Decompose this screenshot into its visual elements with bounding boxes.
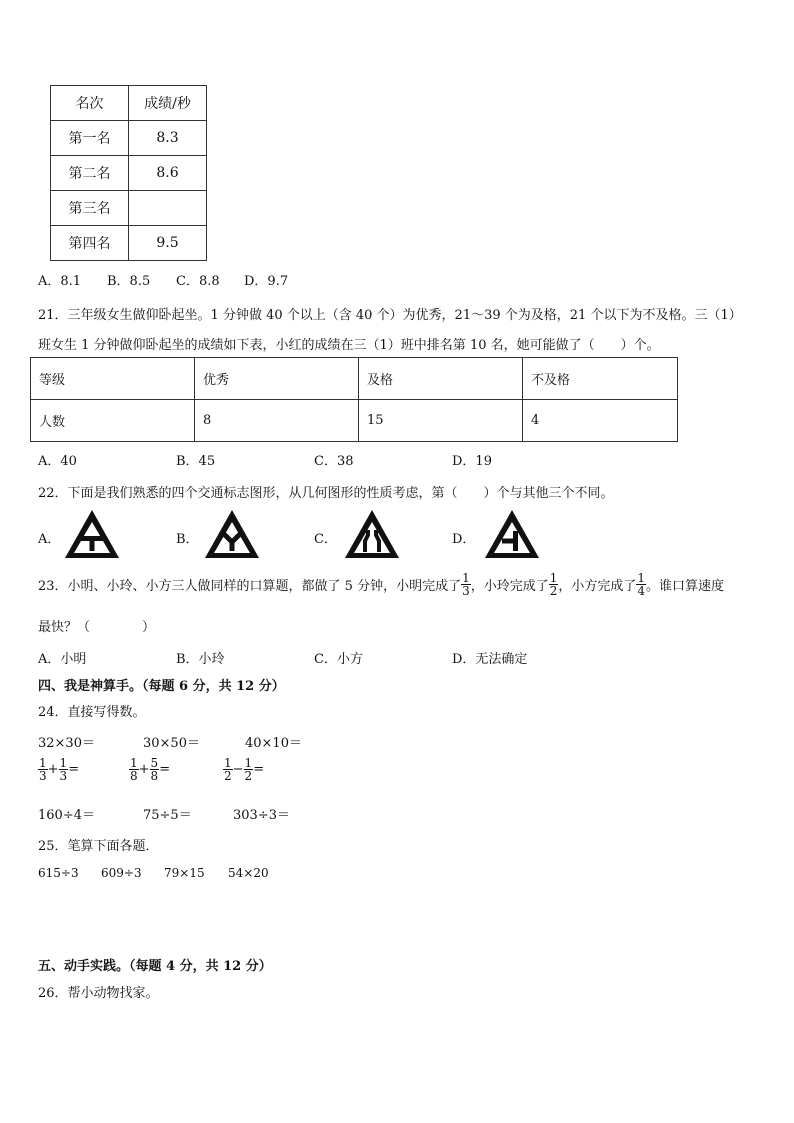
table-cell: 第一名 (51, 121, 129, 156)
table-row (51, 191, 207, 226)
fraction-denominator: 3 (39, 769, 47, 783)
fraction-denominator: 3 (462, 584, 470, 598)
table-header: 名次 (51, 86, 129, 121)
q24-r1-item3: 40×10＝ (245, 736, 302, 751)
table-cell: 第二名 (51, 156, 129, 191)
q20-option-a: A．8.1 (38, 274, 82, 289)
table-cell: 人数 (31, 400, 195, 442)
table-row (51, 156, 207, 191)
section-four-title: 四、我是神算手。（每题 6 分，共 12 分） (38, 679, 285, 694)
fraction-numerator: 5 (150, 756, 159, 770)
q23-text-part4: 。谁口算速度 (646, 579, 725, 594)
operator: + (138, 762, 150, 777)
table-cell: 8.3 (129, 121, 207, 156)
q25-item4: 54×20 (228, 866, 269, 880)
equals-sign: = (253, 762, 265, 777)
q23-option-c: C．小方 (314, 652, 363, 667)
table-header: 不及格 (523, 358, 678, 400)
q25-text: 25．笔算下面各题． (38, 839, 159, 854)
fraction-denominator: 8 (150, 769, 159, 783)
q23-option-a: A．小明 (38, 652, 87, 667)
table-row (51, 86, 207, 121)
q23-option-b: B．小玲 (176, 652, 225, 667)
q25-item1: 615÷3 (38, 866, 79, 880)
table-row (51, 226, 207, 261)
q22-text: 22．下面是我们熟悉的四个交通标志图形，从几何图形的性质考虑，第（ ）个与其他三个不同。 (38, 486, 614, 501)
table-cell (129, 191, 207, 226)
q24-r1-item2: 30×50＝ (143, 736, 200, 751)
q23-text-part1: 23．小明、小玲、小方三人做同样的口算题，都做了 5 分钟，小明完成了 (38, 579, 462, 594)
q23-line2: 最快？（ ） (38, 620, 156, 635)
fraction-numerator: 1 (39, 756, 47, 770)
table-cell: 15 (359, 400, 523, 442)
rank-table (50, 85, 207, 261)
q24-r2-item1 (38, 757, 79, 782)
table-cell: 8.6 (129, 156, 207, 191)
fraction-numerator: 1 (637, 571, 646, 585)
fraction (244, 757, 254, 782)
table-row (31, 358, 678, 400)
fraction (150, 757, 160, 782)
table-cell: 第三名 (51, 191, 129, 226)
equals-sign: = (159, 762, 171, 777)
table-header: 及格 (359, 358, 523, 400)
q25-item3: 79×15 (164, 866, 205, 880)
fraction-denominator: 3 (59, 769, 68, 783)
q21-option-d: D．19 (452, 454, 492, 469)
table-header: 成绩/秒 (129, 86, 207, 121)
table-row (31, 400, 678, 442)
grade-table (30, 357, 678, 442)
traffic-sign-road-narrows-icon (343, 508, 401, 560)
fraction-numerator: 1 (59, 756, 68, 770)
fraction-denominator: 2 (549, 584, 558, 598)
fraction (129, 757, 139, 782)
q23-option-d: D．无法确定 (452, 652, 528, 667)
traffic-sign-side-road-icon (483, 508, 541, 560)
q21-option-b: B．45 (176, 454, 216, 469)
q21-option-a: A．40 (38, 454, 77, 469)
operator: − (232, 762, 244, 777)
q22-label-b: B． (176, 532, 199, 547)
table-cell: 8 (195, 400, 359, 442)
fraction-denominator: 8 (130, 769, 138, 783)
fraction-denominator: 2 (224, 769, 232, 783)
q24-r3-item1: 160÷4＝ (38, 808, 95, 823)
q20-option-c: C．8.8 (176, 274, 220, 289)
fraction-numerator: 1 (549, 571, 558, 585)
traffic-sign-y-junction-icon (203, 508, 261, 560)
q24-r3-item3: 303÷3＝ (233, 808, 290, 823)
fraction-numerator: 1 (462, 571, 470, 585)
q21-line1: 21．三年级女生做仰卧起坐。1 分钟做 40 个以上（含 40 个）为优秀，21～39 个为及格，21 个以下为不及格。三（1） (38, 308, 742, 323)
fraction-one-quarter (636, 572, 646, 597)
operator: + (47, 762, 59, 777)
fraction (223, 757, 233, 782)
q22-label-d: D． (452, 532, 476, 547)
table-header: 优秀 (195, 358, 359, 400)
q20-option-b: B．8.5 (107, 274, 151, 289)
fraction-one-third (461, 572, 471, 597)
q22-label-a: A． (38, 532, 61, 547)
q26-text: 26．帮小动物找家。 (38, 986, 159, 1001)
fraction (59, 757, 69, 782)
fraction-denominator: 4 (637, 584, 646, 598)
q23-line1 (38, 572, 724, 597)
fraction (38, 757, 48, 782)
q23-text-part3: ，小方完成了 (558, 579, 637, 594)
q25-item2: 609÷3 (101, 866, 142, 880)
table-cell: 4 (523, 400, 678, 442)
traffic-sign-t-junction-icon (63, 508, 121, 560)
section-five-title: 五、动手实践。（每题 4 分，共 12 分） (38, 959, 272, 974)
table-cell: 9.5 (129, 226, 207, 261)
q24-r3-item2: 75÷5＝ (143, 808, 192, 823)
q23-text-part2: ，小玲完成了 (470, 579, 549, 594)
q21-option-c: C．38 (314, 454, 354, 469)
equals-sign: = (68, 762, 80, 777)
q21-line2: 班女生 1 分钟做仰卧起坐的成绩如下表，小红的成绩在三（1）班中排名第 10 名，她可能做了（ ）个。 (38, 338, 660, 353)
fraction-numerator: 1 (224, 756, 232, 770)
table-header: 等级 (31, 358, 195, 400)
fraction-one-half (549, 572, 559, 597)
table-cell: 第四名 (51, 226, 129, 261)
fraction-numerator: 1 (130, 756, 138, 770)
q24-text: 24．直接写得数。 (38, 705, 146, 720)
q24-r2-item3 (223, 757, 264, 782)
q22-label-c: C． (314, 532, 337, 547)
q20-option-d: D．9.7 (244, 274, 289, 289)
q24-r1-item1: 32×30＝ (38, 736, 95, 751)
q24-r2-item2 (129, 757, 170, 782)
fraction-numerator: 1 (244, 756, 253, 770)
fraction-denominator: 2 (244, 769, 253, 783)
table-row (51, 121, 207, 156)
